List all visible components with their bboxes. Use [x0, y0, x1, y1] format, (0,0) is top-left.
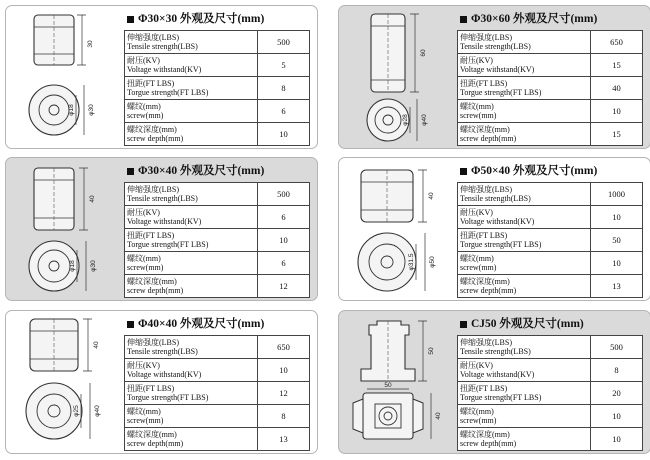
side-dim-label: 40: [428, 192, 435, 200]
table-row: [458, 123, 643, 146]
row-label: 螺纹深度(mm) screw depth(mm): [125, 123, 258, 146]
row-label: 耐压(KV) Voltage withstand(KV): [458, 206, 591, 229]
table-row: [458, 382, 643, 405]
bullet-square-icon: [127, 16, 134, 23]
bullet-square-icon: [127, 168, 134, 175]
spec-card: [338, 157, 650, 301]
row-label: 伸缩强度(LBS) Tensile strength(LBS): [125, 183, 258, 206]
row-label: 螺纹(mm) screw(mm): [458, 100, 591, 123]
row-value: 6: [258, 252, 310, 275]
table-row: [458, 405, 643, 428]
row-value: 15: [591, 123, 643, 146]
card-title-text: Φ30×60 外观及尺寸(mm): [471, 13, 598, 25]
row-label: 扭距(FT LBS) Torgue strength(FT LBS): [125, 77, 258, 100]
row-value: 13: [591, 275, 643, 298]
table-row: [125, 336, 310, 359]
card-title: [124, 160, 310, 182]
table-row: [125, 123, 310, 146]
insulator-drawing: [6, 158, 124, 300]
spec-panel: [124, 160, 310, 298]
spec-card: [5, 5, 318, 149]
table-row: [125, 77, 310, 100]
table-row: [458, 100, 643, 123]
side-dim-label: 50: [428, 347, 435, 355]
spec-table: [457, 335, 643, 451]
cylinder-drawing-svg: [6, 6, 124, 148]
row-value: 8: [258, 405, 310, 428]
row-value: 8: [258, 77, 310, 100]
table-row: [458, 229, 643, 252]
row-value: 10: [591, 100, 643, 123]
bullet-square-icon: [460, 321, 467, 328]
insulator-drawing: [339, 311, 457, 453]
spec-panel: [457, 8, 643, 146]
row-value: 8: [591, 359, 643, 382]
cylinder-drawing-svg: [6, 311, 124, 453]
card-title: [457, 8, 643, 30]
side-dim-label: 40: [89, 195, 96, 203]
width-dim-label: 50: [384, 382, 392, 389]
row-label: 伸缩强度(LBS) Tensile strength(LBS): [458, 336, 591, 359]
row-value: 5: [258, 54, 310, 77]
row-label: 螺纹深度(mm) screw depth(mm): [125, 428, 258, 451]
table-row: [458, 359, 643, 382]
row-value: 500: [258, 183, 310, 206]
insulator-drawing: [6, 311, 124, 453]
table-row: [458, 77, 643, 100]
table-row: [125, 428, 310, 451]
inner-dim-label: φ18: [69, 260, 76, 272]
row-value: 6: [258, 206, 310, 229]
row-label: 螺纹(mm) screw(mm): [458, 405, 591, 428]
row-label: 耐压(KV) Voltage withstand(KV): [125, 54, 258, 77]
row-label: 耐压(KV) Voltage withstand(KV): [458, 54, 591, 77]
row-label: 耐压(KV) Voltage withstand(KV): [125, 206, 258, 229]
row-value: 10: [258, 123, 310, 146]
depth-dim-label: 40: [435, 412, 442, 420]
spec-table: [124, 335, 310, 451]
table-row: [125, 229, 310, 252]
table-row: [125, 382, 310, 405]
row-label: 螺纹(mm) screw(mm): [125, 100, 258, 123]
card-title-text: Φ40×40 外观及尺寸(mm): [138, 318, 265, 330]
row-value: 500: [591, 336, 643, 359]
spec-card: [338, 310, 650, 454]
spec-panel: [457, 160, 643, 298]
table-row: [125, 54, 310, 77]
row-label: 扭距(FT LBS) Torgue strength(FT LBS): [458, 77, 591, 100]
spec-table: [124, 182, 310, 298]
row-value: 10: [258, 359, 310, 382]
row-value: 1000: [591, 183, 643, 206]
table-row: [125, 252, 310, 275]
inner-dim-label: φ25: [73, 405, 80, 417]
row-label: 螺纹深度(mm) screw depth(mm): [458, 428, 591, 451]
inner-dim-label: φ31.5: [408, 253, 415, 271]
row-value: 10: [591, 405, 643, 428]
row-label: 耐压(KV) Voltage withstand(KV): [125, 359, 258, 382]
card-title: [124, 8, 310, 30]
row-value: 10: [591, 428, 643, 451]
side-dim-label: 40: [93, 341, 100, 349]
bullet-square-icon: [460, 168, 467, 175]
table-row: [125, 31, 310, 54]
table-row: [125, 206, 310, 229]
insulator-drawing: [6, 6, 124, 148]
card-title: [457, 160, 643, 182]
row-value: 10: [258, 229, 310, 252]
outer-dim-label: φ40: [421, 114, 428, 126]
bullet-square-icon: [460, 16, 467, 23]
card-title: [124, 313, 310, 335]
card-title-text: CJ50 外观及尺寸(mm): [471, 318, 584, 330]
spec-panel: [124, 8, 310, 146]
inner-dim-label: φ18: [68, 104, 75, 116]
outer-dim-label: φ40: [94, 405, 101, 417]
row-label: 螺纹(mm) screw(mm): [458, 252, 591, 275]
row-label: 伸缩强度(LBS) Tensile strength(LBS): [125, 31, 258, 54]
cylinder-drawing-svg: [6, 158, 124, 300]
row-label: 螺纹深度(mm) screw depth(mm): [125, 275, 258, 298]
row-label: 扭距(FT LBS) Torgue strength(FT LBS): [458, 229, 591, 252]
row-value: 10: [591, 252, 643, 275]
insulator-drawing: [339, 158, 457, 300]
row-value: 650: [591, 31, 643, 54]
spec-card: [338, 5, 650, 149]
row-value: 20: [591, 382, 643, 405]
row-value: 500: [258, 31, 310, 54]
row-value: 12: [258, 275, 310, 298]
table-row: [458, 275, 643, 298]
spec-panel: [457, 313, 643, 451]
side-dim-label: 60: [420, 49, 427, 57]
insulator-drawing: [339, 6, 457, 148]
row-label: 扭距(FT LBS) Torgue strength(FT LBS): [125, 382, 258, 405]
table-row: [125, 405, 310, 428]
table-row: [458, 206, 643, 229]
table-row: [458, 183, 643, 206]
table-row: [458, 428, 643, 451]
spec-card: [5, 310, 318, 454]
row-label: 螺纹深度(mm) screw depth(mm): [458, 275, 591, 298]
row-value: 50: [591, 229, 643, 252]
table-row: [458, 252, 643, 275]
row-label: 伸缩强度(LBS) Tensile strength(LBS): [458, 183, 591, 206]
row-value: 12: [258, 382, 310, 405]
row-label: 伸缩强度(LBS) Tensile strength(LBS): [458, 31, 591, 54]
row-label: 扭距(FT LBS) Torgue strength(FT LBS): [125, 229, 258, 252]
table-row: [125, 359, 310, 382]
cj50-drawing-svg: [339, 311, 457, 453]
spec-table: [457, 182, 643, 298]
outer-dim-label: φ30: [90, 260, 97, 272]
table-row: [125, 100, 310, 123]
table-row: [125, 183, 310, 206]
spec-card: [5, 157, 318, 301]
inner-dim-label: φ28: [402, 114, 409, 126]
row-value: 6: [258, 100, 310, 123]
cylinder-drawing-svg: [339, 158, 457, 300]
row-label: 螺纹深度(mm) screw depth(mm): [458, 123, 591, 146]
table-row: [458, 31, 643, 54]
card-title-text: Φ30×40 外观及尺寸(mm): [138, 165, 265, 177]
outer-dim-label: φ30: [88, 104, 95, 116]
table-row: [458, 54, 643, 77]
row-value: 40: [591, 77, 643, 100]
card-title-text: Φ50×40 外观及尺寸(mm): [471, 165, 598, 177]
row-label: 扭距(FT LBS) Torgue strength(FT LBS): [458, 382, 591, 405]
side-dim-label: 30: [87, 40, 94, 48]
row-label: 伸缩强度(LBS) Tensile strength(LBS): [125, 336, 258, 359]
spec-panel: [124, 313, 310, 451]
cylinder-drawing-svg: [339, 6, 457, 148]
row-value: 15: [591, 54, 643, 77]
spec-table: [124, 30, 310, 146]
row-value: 650: [258, 336, 310, 359]
row-label: 螺纹(mm) screw(mm): [125, 405, 258, 428]
table-row: [458, 336, 643, 359]
spec-table: [457, 30, 643, 146]
card-title-text: Φ30×30 外观及尺寸(mm): [138, 13, 265, 25]
row-value: 13: [258, 428, 310, 451]
row-label: 耐压(KV) Voltage withstand(KV): [458, 359, 591, 382]
bullet-square-icon: [127, 321, 134, 328]
table-row: [125, 275, 310, 298]
row-value: 10: [591, 206, 643, 229]
outer-dim-label: φ50: [429, 256, 436, 268]
card-title: [457, 313, 643, 335]
row-label: 螺纹(mm) screw(mm): [125, 252, 258, 275]
